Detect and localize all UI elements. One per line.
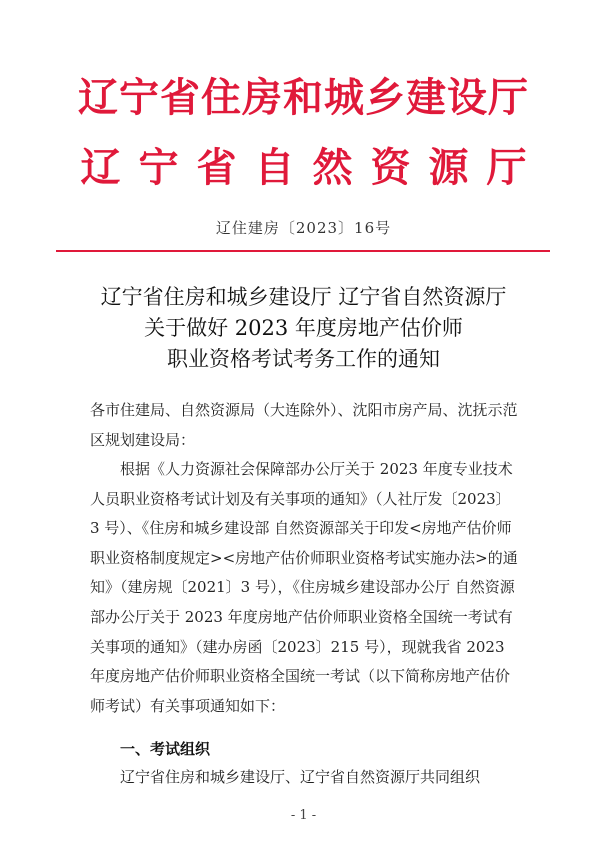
document-number: 辽住建房〔2023〕16号 <box>215 219 392 237</box>
title-line-2: 关于做好 2023 年度房地产估价师 <box>144 316 463 340</box>
page-number: - 1 - <box>290 808 317 823</box>
paragraph-1: 根据《人力资源社会保障部办公厅关于 2023 年度专业技术人员职业资格考试计划及有关事项的通知》（人社厅发〔2023〕3 号）、《住房和城乡建设部 自然资源部关于印发<房地产估价师职业资格制度规定><房地产估价师职业资格考试实施办法>的通知》（建房规〔2021〕3 号），《住房城乡建设部办公厅 自然资源部办公厅关于 2023 年度房地产估价师职业资格全国统一考试有关事项的通知》（建办房函〔2023〕215 号），现就我省 2023 年度房地产估价师职业资格全国统一考试（以下简称房地产估价师考试）有关事项通知如下： <box>90 460 518 715</box>
red-rule-divider <box>56 250 550 252</box>
issuer-line-2: 辽宁省自然资源厅 <box>80 144 545 191</box>
issuer-line-1: 辽宁省住房和城乡建设厅 <box>78 74 529 121</box>
addressees: 各市住建局、自然资源局（大连除外）、沈阳市房产局、沈抚示范区规划建设局： <box>90 401 518 449</box>
title-line-1: 辽宁省住房和城乡建设厅 辽宁省自然资源厅 <box>100 285 507 309</box>
title-line-3: 职业资格考试考务工作的通知 <box>167 347 440 371</box>
section-1-heading: 一、考试组织 <box>120 740 211 758</box>
paragraph-2: 辽宁省住房和城乡建设厅、辽宁省自然资源厅共同组织 <box>120 768 481 786</box>
